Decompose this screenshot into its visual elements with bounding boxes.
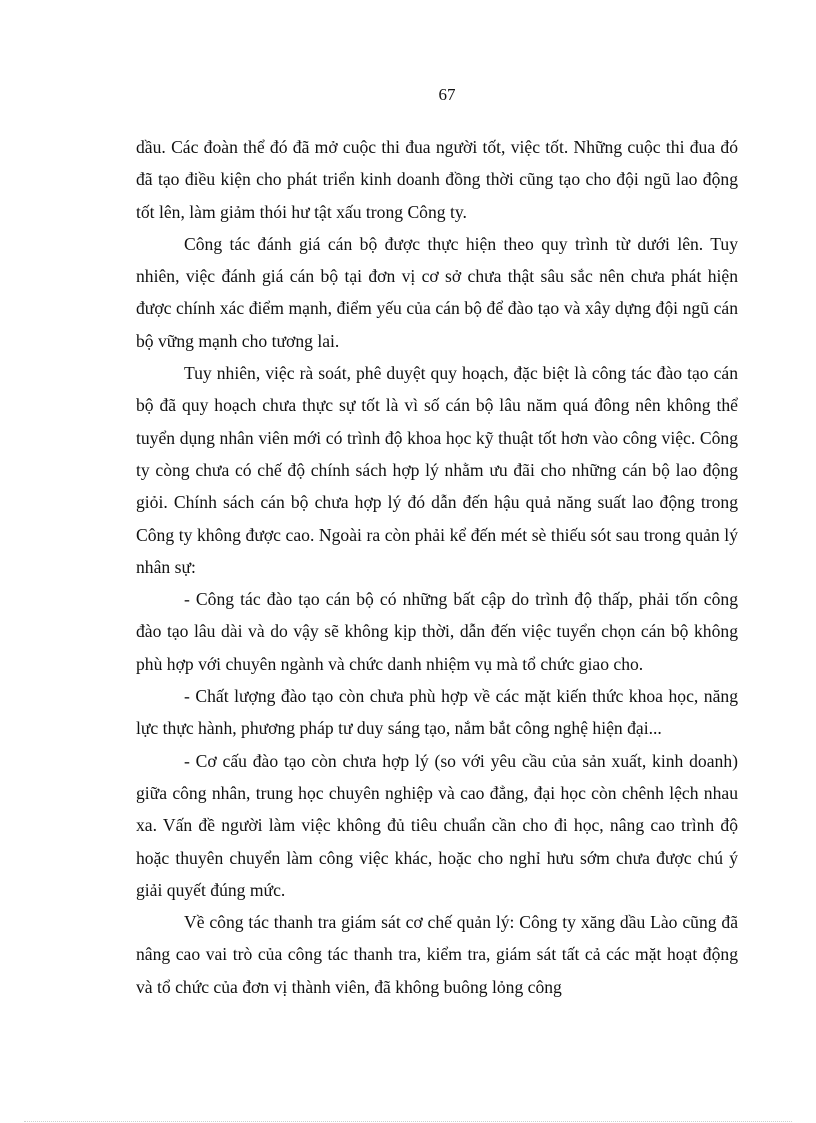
paragraph-3: Tuy nhiên, việc rà soát, phê duyệt quy hoạch, đặc biệt là công tác đào tạo cán bộ đã quy hoạch chưa thực sự tốt là vì số cán bộ lâu năm quá đông nên không thể tuyển dụng nhân viên mới có trình độ khoa học kỹ thuật tốt hơn vào công việc. Công ty còng chưa có chế độ chính sách hợp lý nhằm ưu đãi cho những cán bộ lao động giỏi. Chính sách cán bộ chưa hợp lý đó dẫn đến hậu quả năng suất lao động trong Công ty không được cao. Ngoài ra còn phải kể đến mét sè thiếu sót sau trong quản lý nhân sự: (136, 363, 738, 577)
bullet-paragraph-1: - Công tác đào tạo cán bộ có những bất cập do trình độ thấp, phải tốn công đào tạo lâu dài và do vậy sẽ không kịp thời, dẫn đến việc tuyển chọn cán bộ không phù hợp với chuyên ngành và chức danh nhiệm vụ mà tổ chức giao cho. (136, 589, 738, 674)
page-number: 67 (438, 85, 456, 104)
bullet-paragraph-2: - Chất lượng đào tạo còn chưa phù hợp về các mặt kiến thức khoa học, năng lực thực hành, phương pháp tư duy sáng tạo, nắm bắt công nghệ hiện đại... (136, 686, 738, 739)
page-bottom-divider (24, 1121, 792, 1122)
paragraph-last: Về công tác thanh tra giám sát cơ chế quản lý: Công ty xăng dầu Lào cũng đã nâng cao vai trò của công tác thanh tra, kiểm tra, giám sát tất cả các mặt hoạt động và tổ chức của đơn vị thành viên, đã không buông lỏng công (136, 912, 738, 997)
bullet-paragraph-3: - Cơ cấu đào tạo còn chưa hợp lý (so với yêu cầu của sản xuất, kinh doanh) giữa công nhân, trung học chuyên nghiệp và cao đẳng, đại học còn chênh lệch nhau xa. Vấn đề người làm việc không đủ tiêu chuẩn cần cho đi học, nâng cao trình độ hoặc thuyên chuyển làm công việc khác, hoặc cho nghỉ hưu sớm chưa được chú ý giải quyết đúng mức. (136, 750, 738, 900)
document-body (136, 131, 738, 1003)
paragraph-2: Công tác đánh giá cán bộ được thực hiện theo quy trình từ dưới lên. Tuy nhiên, việc đánh giá cán bộ tại đơn vị cơ sở chưa thật sâu sắc nên chưa phát hiện được chính xác điểm mạnh, điểm yếu của cán bộ để đào tạo và xây dựng đội ngũ cán bộ vững mạnh cho tương lai. (136, 233, 738, 351)
paragraph-1: dầu. Các đoàn thể đó đã mở cuộc thi đua người tốt, việc tốt. Những cuộc thi đua đó đã tạo điều kiện cho phát triển kinh doanh đồng thời cũng tạo cho đội ngũ lao động tốt lên, làm giảm thói hư tật xấu trong Công ty. (136, 137, 738, 222)
